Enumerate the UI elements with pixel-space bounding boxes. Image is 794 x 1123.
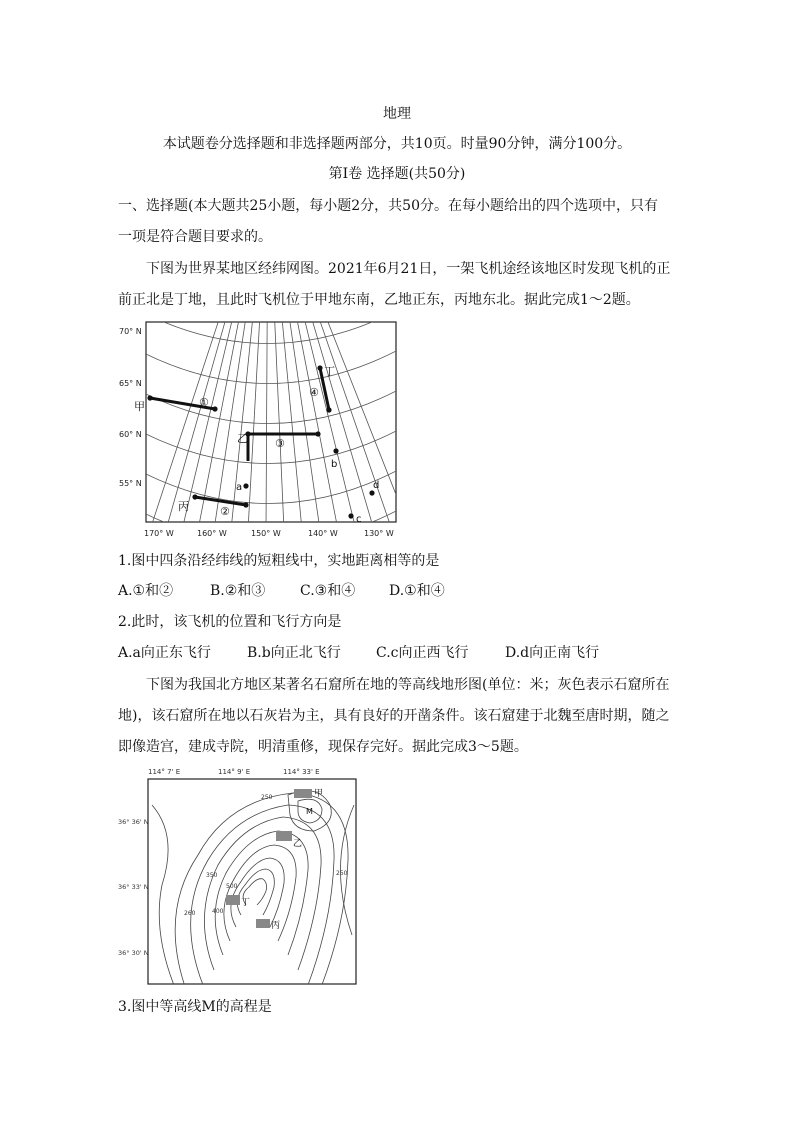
place-ding: 丁 bbox=[324, 365, 335, 378]
map2-place-ding: 丁 bbox=[241, 898, 251, 908]
contour-m-label: M bbox=[306, 807, 313, 816]
contour-value-5: 500 bbox=[226, 883, 238, 890]
question-1-option-a[interactable]: A.①和② bbox=[118, 583, 174, 599]
lat-label-55: 55° N bbox=[119, 479, 142, 488]
exam-intro: 本试题卷分选择题和非选择题两部分，共10页。时量90分钟，满分100分。 bbox=[162, 136, 632, 152]
place-bing: 丙 bbox=[178, 500, 189, 513]
map2-place-bing: 丙 bbox=[271, 921, 281, 931]
point-b: b bbox=[331, 459, 338, 470]
lat-label-60: 60° N bbox=[119, 430, 142, 439]
question-2-stem: 2.此时，该飞机的位置和飞行方向是 bbox=[118, 614, 342, 630]
lon-label-140: 140° W bbox=[308, 529, 338, 538]
segment-3-label: ③ bbox=[275, 437, 285, 450]
question-2-option-a[interactable]: A.a向正东飞行 bbox=[118, 645, 211, 661]
graticule-map-figure bbox=[118, 320, 408, 542]
section-heading-line1: 一、选择题(本大题共25小题，每小题2分，共50分。在每小题给出的四个选项中，只有 bbox=[118, 198, 658, 214]
map2-lon-label-3: 114° 33' E bbox=[283, 768, 320, 776]
segment-2-label: ② bbox=[220, 505, 230, 518]
graticule-map bbox=[118, 320, 408, 542]
volume-heading: 第Ⅰ卷 选择题(共50分) bbox=[328, 166, 466, 182]
contour-map-figure bbox=[118, 765, 363, 987]
question-1-option-b[interactable]: B.②和③ bbox=[210, 583, 266, 599]
map2-lat-label-2: 36° 33' N bbox=[118, 883, 149, 891]
passage1-line1: 下图为世界某地区经纬网图。2021年6月21日，一架飞机途经该地区时发现飞机的正 bbox=[146, 261, 671, 277]
question-1-option-d[interactable]: D.①和④ bbox=[389, 583, 445, 599]
lon-label-130: 130° W bbox=[364, 529, 394, 538]
contour-value-4: 400 bbox=[212, 908, 224, 915]
question-1-option-c[interactable]: C.③和④ bbox=[300, 583, 356, 599]
map2-lon-label-1: 114° 7' E bbox=[148, 768, 181, 776]
segment-1-label: ① bbox=[199, 396, 209, 409]
lon-label-150: 150° W bbox=[251, 529, 281, 538]
map1-frame bbox=[146, 322, 396, 522]
map2-place-jia: 甲 bbox=[314, 789, 324, 799]
map2-lat-label-1: 36° 36' N bbox=[118, 818, 149, 826]
grotto-ding-shading bbox=[226, 895, 240, 905]
point-a: a bbox=[236, 482, 243, 493]
place-yi: 乙 bbox=[237, 432, 248, 445]
question-2-option-d[interactable]: D.d向正南飞行 bbox=[505, 645, 600, 661]
passage1-line2: 前正北是丁地，且此时飞机位于甲地东南，乙地正东，丙地东北。据此完成1～2题。 bbox=[118, 292, 640, 308]
point-d: d bbox=[373, 480, 380, 491]
grotto-yi-shading bbox=[276, 831, 292, 841]
map2-place-yi: 乙 bbox=[293, 839, 303, 849]
section-heading-line2: 一项是符合题目要求的。 bbox=[118, 229, 272, 245]
map2-lon-label-2: 114° 9' E bbox=[218, 768, 251, 776]
map2-lat-label-3: 36° 30' N bbox=[118, 949, 149, 957]
question-2-option-b[interactable]: B.b向正北飞行 bbox=[247, 645, 341, 661]
lat-label-70: 70° N bbox=[119, 327, 142, 336]
contour-value-2: 250 bbox=[336, 870, 348, 877]
question-3-stem: 3.图中等高线M的高程是 bbox=[118, 999, 272, 1015]
contour-value-6: 260 bbox=[184, 910, 196, 917]
lat-label-65: 65° N bbox=[119, 379, 142, 388]
place-jia: 甲 bbox=[134, 400, 145, 413]
point-c: c bbox=[356, 514, 362, 525]
lon-label-160: 160° W bbox=[197, 529, 227, 538]
passage2-line3: 即像造宫，建成寺院，明清重修，现保存完好。据此完成3～5题。 bbox=[118, 739, 528, 755]
grotto-bing-shading bbox=[256, 919, 270, 928]
segment-4-label: ④ bbox=[309, 386, 319, 399]
contour-value-1: 250 bbox=[261, 794, 273, 801]
lon-label-170: 170° W bbox=[144, 529, 174, 538]
passage2-line2: 地)，该石窟所在地以石灰岩为主，具有良好的开凿条件。该石窟建于北魏至唐时期，随之 bbox=[118, 708, 670, 724]
contour-value-3: 350 bbox=[206, 872, 218, 879]
map2-frame bbox=[148, 779, 356, 984]
question-1-stem: 1.图中四条沿经纬线的短粗线中，实地距离相等的是 bbox=[118, 553, 440, 569]
question-2-option-c[interactable]: C.c向正西飞行 bbox=[376, 645, 469, 661]
page-title: 地理 bbox=[383, 106, 411, 122]
passage2-line1: 下图为我国北方地区某著名石窟所在地的等高线地形图(单位：米；灰色表示石窟所在 bbox=[146, 677, 670, 693]
grotto-jia-shading bbox=[294, 789, 312, 798]
contour-map bbox=[118, 765, 363, 987]
